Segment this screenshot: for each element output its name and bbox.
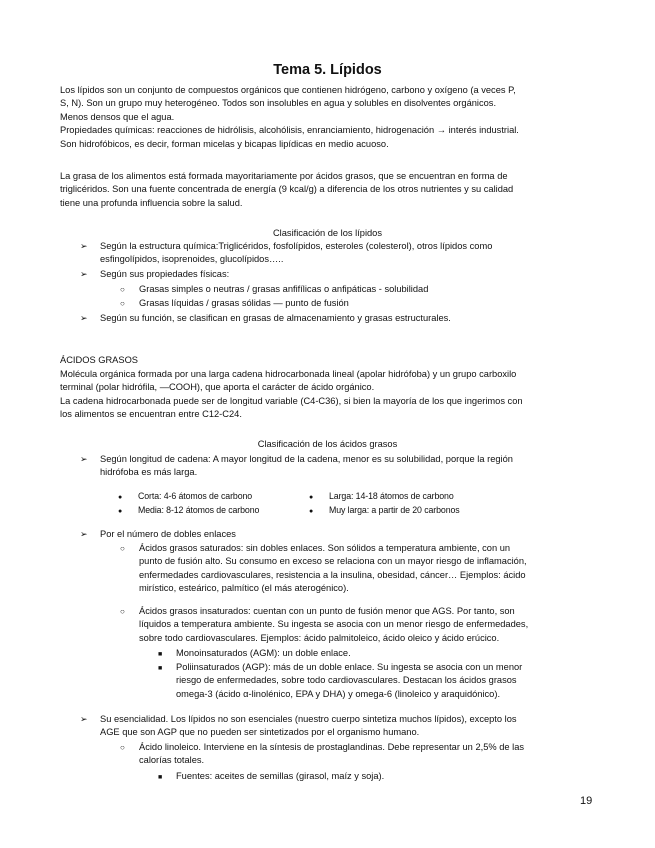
chain-type-media: Media: 8-12 átomos de carbono — [138, 505, 260, 515]
text-line: S, N). Son un grupo muy heterogéneo. Todos son insolubles en agua y solubles en disolventes orgánicos. — [60, 98, 497, 109]
text-line: riesgo de enfermedades, sobre todo cardiovasculares. Destacan los ácidos grasos — [176, 675, 517, 686]
sub-item-insaturados — [139, 605, 599, 645]
arrow-bullet-icon: ➢ — [80, 313, 88, 323]
square-bullet-icon: ■ — [158, 774, 163, 781]
text-line: triglicéridos. Son una fuente concentrada de energía (9 kcal/g) a diferencia de los otros nutrientes y su calidad — [60, 184, 514, 195]
text-line: Ácido linoleico. Interviene en la síntesis de prostaglandinas. Debe representar un 2,5% de las — [139, 742, 525, 752]
text-line: sobre todo cardiovasculares. Ejemplos: ácido palmitoleico, ácido oleico y ácido erúcico. — [139, 632, 500, 643]
list-item-propiedades: Según sus propiedades físicas: — [100, 269, 230, 279]
arrow-bullet-icon: ➢ — [80, 454, 88, 464]
list-item-funcion: Según su función, se clasifican en grasas de almacenamiento y grasas estructurales. — [100, 313, 451, 323]
arrow-bullet-icon: ➢ — [80, 529, 88, 539]
text-line: Son hidrofóbicos, es decir, forman micelas y bicapas lipídicas en medio acuoso. — [60, 138, 389, 149]
list-item-longitud — [100, 453, 600, 480]
text-line: tiene una profunda influencia sobre la salud. — [60, 197, 243, 208]
sub-item-punto-fusion: Grasas líquidas / grasas sólidas — punto de fusión — [139, 298, 349, 308]
sub-item-solubilidad: Grasas simples o neutras / grasas anfifílicas o anfipáticas - solubilidad — [139, 284, 429, 294]
sub-item-saturados — [139, 542, 599, 596]
arrow-bullet-icon: ➢ — [80, 714, 88, 724]
list-item-esencialidad — [100, 713, 600, 740]
list-item-dobles-enlaces: Por el número de dobles enlaces — [100, 529, 236, 539]
circle-bullet-icon: ○ — [120, 285, 125, 294]
text-line: La grasa de los alimentos está formada mayoritariamente por ácidos grasos, que se encuentran en forma de — [60, 171, 508, 181]
sub-sub-item-fuentes: Fuentes: aceites de semillas (girasol, maíz y soja). — [176, 771, 385, 781]
dot-bullet-icon: ● — [118, 494, 123, 501]
dot-bullet-icon: ● — [118, 508, 123, 515]
text-line: líquidos a temperatura ambiente. Su ingesta se asocia con un menor riesgo de enfermedades, — [139, 619, 529, 630]
text-line: Según longitud de cadena: A mayor longitud de la cadena, menor es su solubilidad, porque la región — [100, 454, 513, 464]
page-title: Tema 5. Lípidos — [273, 62, 382, 78]
text-line: Menos densos que el agua. — [60, 111, 175, 122]
text-line: Según la estructura química:Triglicéridos, fosfolípidos, esteroles (colesterol), otros lípidos como — [100, 241, 493, 251]
text-line: punto de fusión alto. Su consumo en exceso se relaciona con un mayor riesgo de inflamación, — [139, 556, 527, 567]
text-line: calorías totales. — [139, 755, 205, 766]
sub-sub-item-agp — [176, 661, 596, 701]
text-line: Ácidos grasos saturados: sin dobles enlaces. Son sólidos a temperatura ambiente, con un — [139, 543, 511, 553]
intro-paragraph-1 — [60, 84, 600, 151]
section-heading-clasificacion-ag: Clasificación de los ácidos grasos — [257, 439, 398, 449]
text-line: omega-3 (ácido α-linolénico, EPA y DHA) y omega-6 (linoleico y araquidónico). — [176, 688, 501, 699]
text-line: Propiedades químicas: reacciones de hidrólisis, alcohólisis, enranciamiento, hidrogenación → interés industrial. — [60, 125, 519, 136]
section-heading-acidos-grasos: ÁCIDOS GRASOS — [60, 355, 139, 365]
intro-paragraph-2 — [60, 170, 600, 210]
text-line: terminal (polar hidrófila, —COOH), que aporta el carácter de ácido orgánico. — [60, 382, 375, 393]
text-line: esfingolípidos, isoprenoides, glucolípidos….. — [100, 254, 284, 265]
text-line: Ácidos grasos insaturados: cuentan con un punto de fusión menor que AGS. Por tanto, son — [139, 606, 515, 616]
text-line: mirístico, esteárico, palmítico (el más aterogénico). — [139, 583, 349, 594]
text-line: Su esencialidad. Los lípidos no son esenciales (nuestro cuerpo sintetiza muchos lípidos), excepto los — [100, 714, 517, 724]
arrow-bullet-icon: ➢ — [80, 269, 88, 279]
sub-item-linoleico — [139, 741, 599, 768]
text-line: hidrófoba es más larga. — [100, 467, 198, 478]
circle-bullet-icon: ○ — [120, 743, 125, 752]
text-line: Molécula orgánica formada por una larga cadena hidrocarbonada lineal (apolar hidrófoba) y un grupo carboxilo — [60, 369, 517, 379]
dot-bullet-icon: ● — [309, 494, 314, 501]
circle-bullet-icon: ○ — [120, 607, 125, 616]
chain-type-corta: Corta: 4-6 átomos de carbono — [138, 491, 253, 501]
text-line: los alimentos se encuentran entre C12-C24. — [60, 409, 242, 420]
text-line: Los lípidos son un conjunto de compuestos orgánicos que contienen hidrógeno, carbono y oxígeno (a veces P, — [60, 85, 516, 95]
arrow-bullet-icon: ➢ — [80, 241, 88, 251]
circle-bullet-icon: ○ — [120, 299, 125, 308]
chain-type-larga: Larga: 14-18 átomos de carbono — [329, 491, 454, 501]
text-line: La cadena hidrocarbonada puede ser de longitud variable (C4-C36), si bien la mayoría de los que ingerimos con — [60, 395, 523, 406]
text-line: Poliinsaturados (AGP): más de un doble enlace. Su ingesta se asocia con un menor — [176, 662, 523, 672]
sub-sub-item-agm: Monoinsaturados (AGM): un doble enlace. — [176, 648, 351, 658]
circle-bullet-icon: ○ — [120, 544, 125, 553]
chain-type-muy-larga: Muy larga: a partir de 20 carbonos — [329, 505, 460, 515]
page-number: 19 — [580, 795, 593, 807]
dot-bullet-icon: ● — [309, 508, 314, 515]
list-item-estructura — [100, 240, 600, 267]
square-bullet-icon: ■ — [158, 651, 163, 658]
square-bullet-icon: ■ — [158, 665, 163, 672]
text-line: AGE que son AGP que no pueden ser sintetizados por el organismo humano. — [100, 727, 420, 738]
section-heading-clasificacion-lipidos: Clasificación de los lípidos — [272, 228, 383, 238]
text-line: enfermedades cardiovasculares, resistencia a la insulina, obesidad, cáncer… Ejemplos: ácido — [139, 569, 526, 580]
acidos-grasos-paragraph — [60, 368, 600, 422]
